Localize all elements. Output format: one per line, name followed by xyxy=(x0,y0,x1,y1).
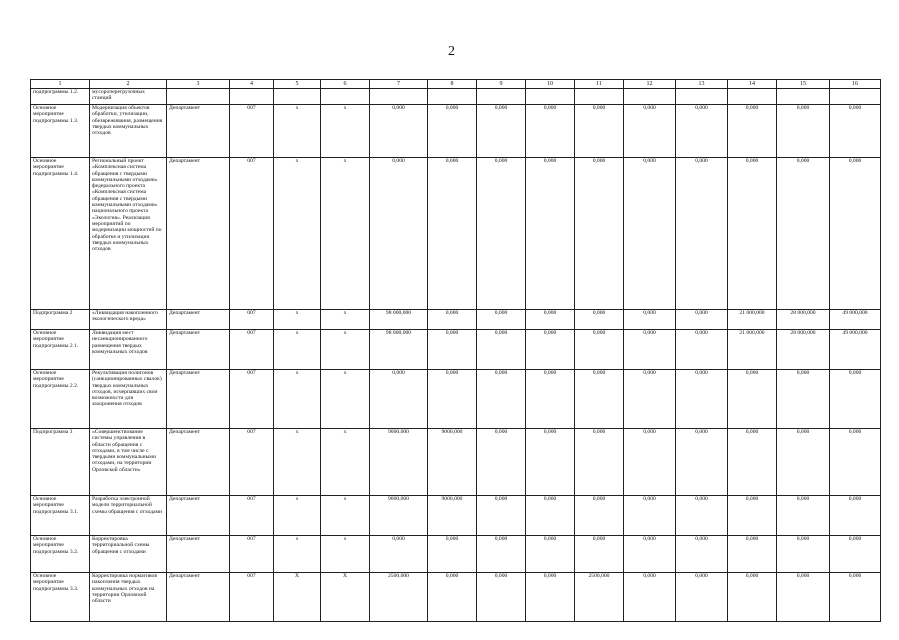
value-cell: 0,000 xyxy=(624,573,676,622)
value-cell: 28 000,000 xyxy=(777,330,830,370)
value-cell: 0,000 xyxy=(575,330,624,370)
value-cell xyxy=(777,89,830,105)
value-cell: 0,000 xyxy=(830,429,881,496)
value-cell: 0,000 xyxy=(777,536,830,573)
value-cell: 0,000 xyxy=(477,310,526,330)
value-cell: 0,000 xyxy=(477,496,526,536)
value-cell: 0,000 xyxy=(575,536,624,573)
column-header: 4 xyxy=(230,80,274,89)
value-cell: х xyxy=(274,158,321,310)
value-cell: 0,000 xyxy=(728,105,777,158)
value-cell: 0,000 xyxy=(624,429,676,496)
row-code-cell: Основное мероприятие подпрограммы 2.2. xyxy=(31,370,90,429)
value-cell xyxy=(728,89,777,105)
table-row xyxy=(31,105,881,158)
value-cell: х xyxy=(274,370,321,429)
value-cell xyxy=(575,89,624,105)
column-header: 8 xyxy=(428,80,477,89)
row-name-cell: мусороперегрузочных станций xyxy=(90,89,167,105)
value-cell: 28 000,000 xyxy=(777,310,830,330)
row-executor-cell: Департамент xyxy=(167,370,230,429)
value-cell: 21 000,000 xyxy=(728,310,777,330)
value-cell: 0,000 xyxy=(676,105,728,158)
value-cell: 0,000 xyxy=(777,573,830,622)
table-row xyxy=(31,89,881,105)
row-name-cell: «Ликвидация накопленного экологического вреда» xyxy=(90,310,167,330)
value-cell: Х xyxy=(321,573,370,622)
value-cell: 0,000 xyxy=(575,429,624,496)
row-code-cell: подпрограммы 1.2. xyxy=(31,89,90,105)
row-code-cell: Основное мероприятие подпрограммы 1.3. xyxy=(31,105,90,158)
value-cell: х xyxy=(274,496,321,536)
header-row xyxy=(31,80,881,89)
budget-table xyxy=(30,79,881,622)
value-cell: 0,000 xyxy=(477,105,526,158)
value-cell: 0,000 xyxy=(676,158,728,310)
value-cell: 0,000 xyxy=(777,496,830,536)
value-cell: 007 xyxy=(230,429,274,496)
value-cell: 007 xyxy=(230,158,274,310)
value-cell: 0,000 xyxy=(526,573,575,622)
row-executor-cell: Департамент xyxy=(167,310,230,330)
value-cell: 0,000 xyxy=(370,370,428,429)
value-cell: 0,000 xyxy=(830,496,881,536)
table-row xyxy=(31,330,881,370)
value-cell: 0,000 xyxy=(575,370,624,429)
row-name-cell: Ликвидация мест несанкционированного размещения твердых коммунальных отходов xyxy=(90,330,167,370)
value-cell: 007 xyxy=(230,310,274,330)
column-header: 6 xyxy=(321,80,370,89)
value-cell: х xyxy=(321,370,370,429)
value-cell: 98 000,000 xyxy=(370,310,428,330)
page-number: 2 xyxy=(448,44,455,59)
row-code-cell: Основное мероприятие подпрограммы 2.1. xyxy=(31,330,90,370)
value-cell: 0,000 xyxy=(526,496,575,536)
value-cell: 007 xyxy=(230,330,274,370)
column-header: 16 xyxy=(830,80,881,89)
value-cell: 21 000,000 xyxy=(728,330,777,370)
value-cell: 0,000 xyxy=(728,496,777,536)
row-executor-cell: Департамент xyxy=(167,429,230,496)
value-cell: 007 xyxy=(230,105,274,158)
value-cell: х xyxy=(321,105,370,158)
value-cell: 9000,000 xyxy=(370,429,428,496)
value-cell: 0,000 xyxy=(624,370,676,429)
row-name-cell: Рекультивация полигонов (санкционированных свалок) твердых коммунальных отходов, исчерпавших свои возможности для захоронения отходов xyxy=(90,370,167,429)
value-cell xyxy=(274,89,321,105)
value-cell: 0,000 xyxy=(728,370,777,429)
row-executor-cell: Департамент xyxy=(167,573,230,622)
value-cell: 0,000 xyxy=(477,429,526,496)
column-header: 10 xyxy=(526,80,575,89)
value-cell: 0,000 xyxy=(526,158,575,310)
value-cell: 0,000 xyxy=(728,158,777,310)
value-cell: 0,000 xyxy=(370,536,428,573)
column-header: 3 xyxy=(167,80,230,89)
value-cell: 0,000 xyxy=(477,536,526,573)
column-header: 12 xyxy=(624,80,676,89)
column-header: 9 xyxy=(477,80,526,89)
value-cell: 0,000 xyxy=(526,105,575,158)
value-cell xyxy=(428,89,477,105)
value-cell: 98 000,000 xyxy=(370,330,428,370)
row-name-cell: Корректировка нормативов накопления твердых коммунальных отходов на территории Орловской области xyxy=(90,573,167,622)
value-cell: 0,000 xyxy=(676,573,728,622)
value-cell: 2500,000 xyxy=(575,573,624,622)
column-header: 2 xyxy=(90,80,167,89)
value-cell: 0,000 xyxy=(624,536,676,573)
value-cell: 0,000 xyxy=(830,573,881,622)
value-cell: 0,000 xyxy=(526,536,575,573)
value-cell: 0,000 xyxy=(575,158,624,310)
value-cell xyxy=(477,89,526,105)
row-code-cell: Подпрограмма 3 xyxy=(31,429,90,496)
value-cell: 0,000 xyxy=(428,158,477,310)
column-header: 1 xyxy=(31,80,90,89)
value-cell: 0,000 xyxy=(830,105,881,158)
table-row xyxy=(31,310,881,330)
value-cell xyxy=(526,89,575,105)
value-cell: 0,000 xyxy=(830,536,881,573)
value-cell: х xyxy=(321,429,370,496)
table-row xyxy=(31,573,881,622)
value-cell: х xyxy=(321,536,370,573)
value-cell: х xyxy=(321,496,370,536)
value-cell: 0,000 xyxy=(526,330,575,370)
row-executor-cell xyxy=(167,89,230,105)
value-cell: 007 xyxy=(230,536,274,573)
value-cell xyxy=(321,89,370,105)
value-cell: 0,000 xyxy=(624,158,676,310)
value-cell: 0,000 xyxy=(830,158,881,310)
value-cell: х xyxy=(274,330,321,370)
value-cell: 0,000 xyxy=(777,429,830,496)
value-cell xyxy=(624,89,676,105)
value-cell xyxy=(370,89,428,105)
column-header: 13 xyxy=(676,80,728,89)
value-cell: 2500,000 xyxy=(370,573,428,622)
value-cell: 0,000 xyxy=(428,573,477,622)
row-name-cell: Корректировка территориальной схемы обращения с отходами xyxy=(90,536,167,573)
value-cell: 0,000 xyxy=(676,310,728,330)
value-cell: х xyxy=(321,330,370,370)
value-cell: 0,000 xyxy=(477,573,526,622)
value-cell: 0,000 xyxy=(526,310,575,330)
value-cell: 0,000 xyxy=(370,105,428,158)
value-cell: 0,000 xyxy=(477,370,526,429)
value-cell: Х xyxy=(274,573,321,622)
value-cell: 9000,000 xyxy=(428,429,477,496)
row-name-cell: Разработка электронной модели территориальной схемы обращения с отходами xyxy=(90,496,167,536)
value-cell: 0,000 xyxy=(728,573,777,622)
value-cell: 9000,000 xyxy=(428,496,477,536)
value-cell: 0,000 xyxy=(676,330,728,370)
value-cell: 007 xyxy=(230,496,274,536)
row-name-cell: Региональный проект «Комплексная система обращения с твердыми коммунальными отходами» федерального проекта «Комплексная система обращения с твердыми коммунальными отходами» национального проекта «Экология». Реализация мероприятий по модернизации мощностей по обработке и утилизации твердых коммунальных отходов xyxy=(90,158,167,310)
value-cell: 0,000 xyxy=(676,536,728,573)
value-cell: 0,000 xyxy=(777,370,830,429)
value-cell: 0,000 xyxy=(624,310,676,330)
value-cell: 0,000 xyxy=(428,536,477,573)
table-row xyxy=(31,370,881,429)
value-cell: 0,000 xyxy=(370,158,428,310)
value-cell: 0,000 xyxy=(676,496,728,536)
value-cell: 0,000 xyxy=(777,158,830,310)
value-cell: 0,000 xyxy=(477,330,526,370)
value-cell: 0,000 xyxy=(428,370,477,429)
value-cell: 007 xyxy=(230,370,274,429)
column-header: 11 xyxy=(575,80,624,89)
row-executor-cell: Департамент xyxy=(167,158,230,310)
value-cell: 0,000 xyxy=(526,429,575,496)
value-cell: х xyxy=(274,429,321,496)
value-cell: 9000,000 xyxy=(370,496,428,536)
value-cell: 0,000 xyxy=(428,330,477,370)
row-name-cell: «Совершенствование системы управления в области обращения с отходами, в том числе с твердыми коммунальными отходами, на территории Орловской области» xyxy=(90,429,167,496)
row-code-cell: Основное мероприятие подпрограммы 1.4. xyxy=(31,158,90,310)
value-cell: 0,000 xyxy=(777,105,830,158)
value-cell: 49 000,000 xyxy=(830,310,881,330)
column-header: 5 xyxy=(274,80,321,89)
value-cell: х xyxy=(274,536,321,573)
value-cell: 0,000 xyxy=(428,105,477,158)
value-cell: 0,000 xyxy=(624,496,676,536)
value-cell: 0,000 xyxy=(575,310,624,330)
row-executor-cell: Департамент xyxy=(167,105,230,158)
value-cell: х xyxy=(321,310,370,330)
value-cell: 0,000 xyxy=(575,496,624,536)
table-row xyxy=(31,496,881,536)
value-cell: 0,000 xyxy=(728,536,777,573)
column-header: 7 xyxy=(370,80,428,89)
value-cell: 0,000 xyxy=(728,429,777,496)
row-code-cell: Подпрограмма 2 xyxy=(31,310,90,330)
value-cell: 0,000 xyxy=(830,370,881,429)
value-cell: 0,000 xyxy=(477,158,526,310)
table-row xyxy=(31,536,881,573)
value-cell: 0,000 xyxy=(676,370,728,429)
value-cell: 0,000 xyxy=(676,429,728,496)
row-executor-cell: Департамент xyxy=(167,536,230,573)
row-code-cell: Основное мероприятие подпрограммы 3.1. xyxy=(31,496,90,536)
value-cell: 007 xyxy=(230,573,274,622)
row-executor-cell: Департамент xyxy=(167,330,230,370)
row-executor-cell: Департамент xyxy=(167,496,230,536)
column-header: 15 xyxy=(777,80,830,89)
value-cell: 0,000 xyxy=(526,370,575,429)
value-cell: 0,000 xyxy=(575,105,624,158)
row-code-cell: Основное мероприятие подпрограммы 3.3. xyxy=(31,573,90,622)
row-name-cell: Модернизация объектов обработки, утилизации, обезвреживания, размещения твердых коммунальных отходов xyxy=(90,105,167,158)
value-cell: 0,000 xyxy=(624,105,676,158)
value-cell: 0,000 xyxy=(428,310,477,330)
row-code-cell: Основное мероприятие подпрограммы 3.2. xyxy=(31,536,90,573)
value-cell: х xyxy=(274,105,321,158)
value-cell xyxy=(676,89,728,105)
value-cell: х xyxy=(321,158,370,310)
value-cell: х xyxy=(274,310,321,330)
value-cell xyxy=(230,89,274,105)
table-row xyxy=(31,158,881,310)
value-cell: 49 000,000 xyxy=(830,330,881,370)
value-cell xyxy=(830,89,881,105)
column-header: 14 xyxy=(728,80,777,89)
value-cell: 0,000 xyxy=(624,330,676,370)
table-row xyxy=(31,429,881,496)
